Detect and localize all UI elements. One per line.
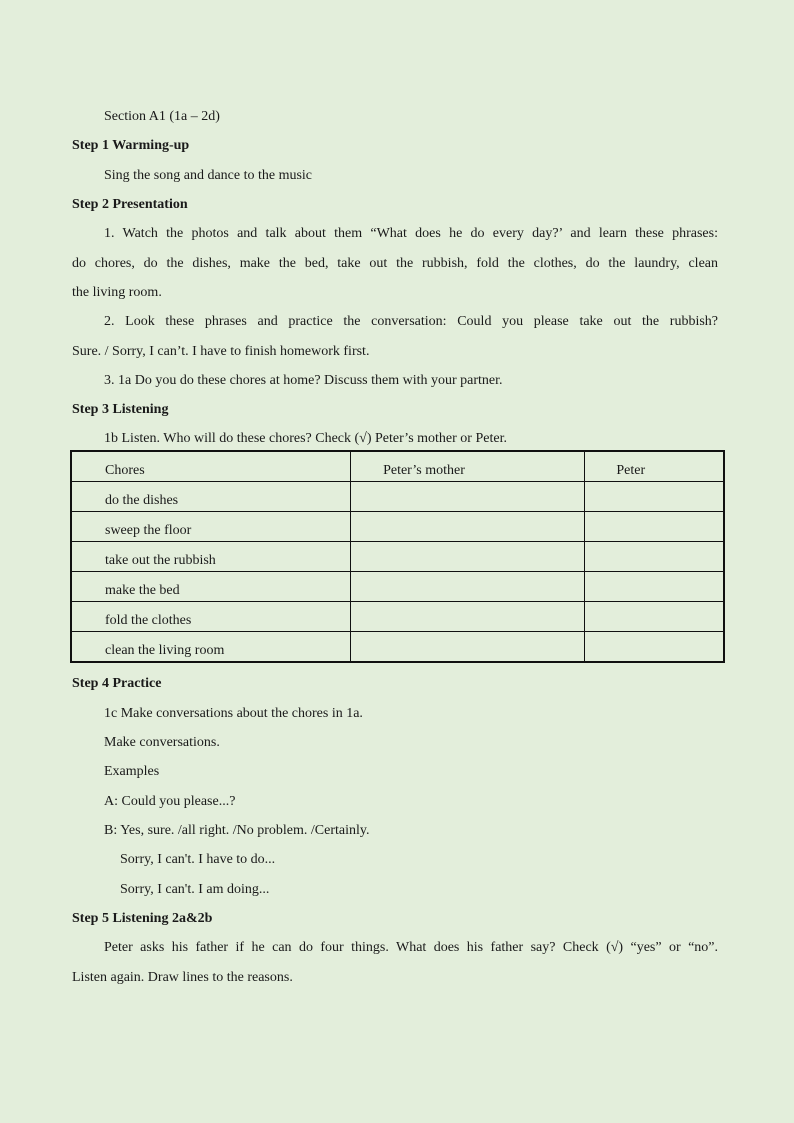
step2-para3: 3. 1a Do you do these chores at home? Discuss them with your partner. [104,373,503,388]
header-cell: Peter’s mother [351,451,585,482]
check-cell-peter[interactable] [585,602,724,632]
step4-line3: Examples [104,764,160,779]
step2-heading: Step 2 Presentation [72,197,188,212]
step2-para1-line3: the living room. [72,285,162,300]
chore-cell: clean the living room [71,632,351,663]
step4-heading: Step 4 Practice [72,676,162,691]
check-cell-mother[interactable] [351,632,585,663]
step2-para2-line1: 2. Look these phrases and practice the conversation: Could you please take out the rubbish? [104,314,718,329]
chore-cell: take out the rubbish [71,542,351,572]
step5-line1: Peter asks his father if he can do four things. What does his father say? Check (√) “yes” or “no”. [104,940,718,955]
step1-text: Sing the song and dance to the music [104,168,313,183]
step4-line5: B: Yes, sure. /all right. /No problem. /Certainly. [104,823,370,838]
step4-line7: Sorry, I can't. I am doing... [120,882,270,897]
check-cell-mother[interactable] [351,572,585,602]
table-row [71,542,724,572]
table-row [71,632,724,663]
step2-para1-line1: 1. Watch the photos and talk about them “What does he do every day?’ and learn these phrases: [104,226,718,241]
chore-cell: sweep the floor [71,512,351,542]
table-row [71,512,724,542]
header-cell: Chores [71,451,351,482]
step5-line2: Listen again. Draw lines to the reasons. [72,970,293,985]
check-cell-peter[interactable] [585,512,724,542]
header-cell: Peter [585,451,724,482]
step4-line4: A: Could you please...? [104,794,236,809]
table-header-row [71,451,724,482]
step4-line2: Make conversations. [104,735,220,750]
table-row [71,602,724,632]
step3-text: 1b Listen. Who will do these chores? Check (√) Peter’s mother or Peter. [104,431,507,446]
check-cell-mother[interactable] [351,542,585,572]
step3-heading: Step 3 Listening [72,402,169,417]
table-row [71,572,724,602]
step2-para2-line2: Sure. / Sorry, I can’t. I have to finish homework first. [72,344,370,359]
check-cell-mother[interactable] [351,512,585,542]
step1-heading: Step 1 Warming-up [72,138,190,153]
chore-cell: do the dishes [71,482,351,512]
section-heading: Section A1 (1a – 2d) [104,109,220,124]
step4-line1: 1c Make conversations about the chores in 1a. [104,706,363,721]
table-row [71,482,724,512]
check-cell-peter[interactable] [585,542,724,572]
chores-table [70,450,725,663]
check-cell-mother[interactable] [351,482,585,512]
chore-cell: make the bed [71,572,351,602]
step4-line6: Sorry, I can't. I have to do... [120,852,276,867]
check-cell-mother[interactable] [351,602,585,632]
check-cell-peter[interactable] [585,632,724,663]
chore-cell: fold the clothes [71,602,351,632]
step5-heading: Step 5 Listening 2a&2b [72,911,213,926]
check-cell-peter[interactable] [585,572,724,602]
check-cell-peter[interactable] [585,482,724,512]
step2-para1-line2: do chores, do the dishes, make the bed, take out the rubbish, fold the clothes, do the laundry, clean [72,256,718,271]
